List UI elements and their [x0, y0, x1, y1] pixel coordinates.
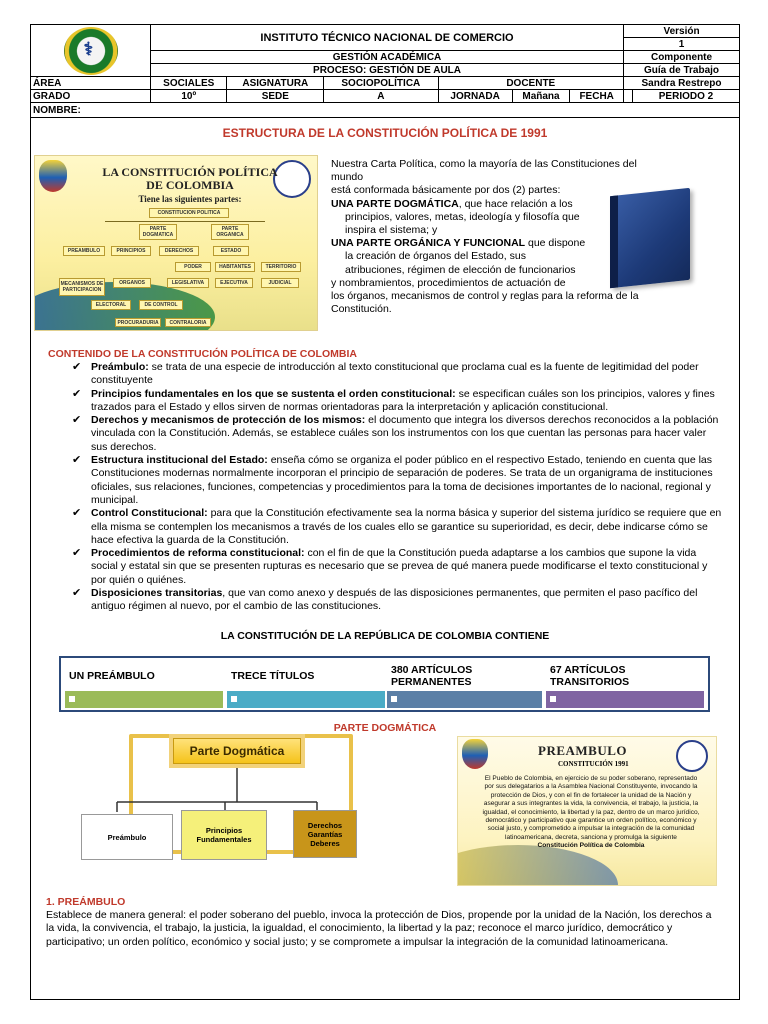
period-value: PERIODO 2 — [633, 90, 740, 103]
list-item — [72, 454, 722, 507]
list-item — [72, 361, 722, 388]
site-value: A — [324, 90, 438, 103]
version-value: 1 — [624, 38, 740, 51]
intro-line: la creación de órganos del Estado, sus — [345, 250, 526, 263]
item-text: , que van como anexo y después de las disposiciones permanentes, que permiten el paso pacífico del antiguo régimen al nuevo, por el cambio de las constituciones. — [91, 587, 698, 613]
preamble-image-text — [480, 775, 702, 851]
item-title: Principios fundamentales en los que se sustenta el orden constitucional: — [91, 387, 456, 400]
organic-part-bold: UNA PARTE ORGÁNICA Y FUNCIONAL — [331, 237, 526, 250]
node-judicial: JUDICIAL — [261, 278, 299, 288]
item-text: se especifican cuáles son los principios, valores y fines trazados para el Estado y ellos sirven de normas orientadoras para la interpretación y aplicación constitucional. — [91, 387, 715, 413]
node-electoral: ELECTORAL — [91, 300, 131, 310]
node-poder: PODER — [175, 262, 211, 272]
constitution-diagram — [34, 155, 318, 331]
dogmatic-title-box: Parte Dogmática — [173, 738, 301, 764]
contains-label: UN PREÁMBULO — [69, 670, 155, 682]
colombia-emblem-icon — [39, 160, 67, 192]
node-root: CONSTITUCION POLITICA — [149, 208, 229, 218]
contains-bar — [387, 691, 542, 708]
item-title: Control Constitucional: — [91, 507, 208, 520]
check-icon: ✔ — [72, 454, 82, 467]
contains-label: 67 ARTÍCULOS TRANSITORIOS — [550, 664, 630, 688]
node-territorio: TERRITORIO — [261, 262, 301, 272]
dogmatic-part-bold: UNA PARTE DOGMÁTICA — [331, 197, 459, 210]
document-title: ESTRUCTURA DE LA CONSTITUCIÓN POLÍTICA DE 1991 — [222, 126, 548, 140]
node-control: DE CONTROL — [139, 300, 183, 310]
check-icon: ✔ — [72, 547, 82, 560]
item-title: Procedimientos de reforma constitucional: — [91, 547, 305, 560]
component-label: Componente — [624, 51, 740, 64]
subject-label: ASIGNATURA — [227, 77, 324, 90]
date-label: FECHA — [570, 90, 624, 103]
item-title: Disposiciones transitorias — [91, 587, 223, 600]
item-text: para que la Constitución efectivamente sea la norma básica y superior del sistema jurídico se requiere que en ella misma se contemplen los mecanismos a través de los cuales ello se garantice su superioridad, es decir, debe indicarse cómo se hace efectiva la guarda de la Constitución. — [91, 507, 722, 546]
content-list — [72, 361, 722, 614]
version-label: Versión — [624, 25, 740, 38]
bullet-icon — [231, 696, 237, 702]
node-part2: PARTE ORGANICA — [211, 224, 249, 240]
intro-line: , que hace relación a los — [458, 197, 573, 210]
preamble-image — [457, 736, 717, 886]
preamble-body: El Pueblo de Colombia, en ejercicio de su poder soberano, representado por sus delegatarios a la Asamblea Nacional Constituyente, invocando la protección de Dios, y con el fin de fortalecer la unidad de la Nación y asegurar a sus integrantes la vida, la convivencia, el trabajo, la justicia, la igualdad, el conocimiento, la libertad y la paz, dentro de un marco jurídico, democrático y participativo que garantice un orden político, económico y social justo, y comprometido a impulsar la integración de la comunidad latinoamericana, decreta, sanciona y promulga la siguiente — [482, 775, 700, 841]
node-part1: PARTE DOGMATICA — [139, 224, 177, 240]
node-mecanismos: MECANISMOS DE PARTICIPACION — [59, 278, 105, 296]
contains-bar — [65, 691, 223, 708]
intro-line: atribuciones, régimen de elección de funcionarios — [345, 263, 576, 276]
preambulo-box: Preámbulo — [81, 814, 173, 860]
diagram-subtitle: Tiene las siguientes partes: — [138, 194, 242, 204]
preamble-heading: 1. PREÁMBULO — [46, 896, 126, 908]
preamble-image-title: PREAMBULO — [538, 743, 627, 758]
intro-line: y nombramientos, procedimientos de actuación de — [331, 276, 566, 289]
subject-value: SOCIOPOLÍTICA — [324, 77, 438, 90]
item-text: se trata de una especie de introducción al texto constitucional que proclama cual es la fuente de legitimidad del poder constituyente — [91, 361, 699, 387]
rights-box: Derechos Garantías Deberes — [293, 810, 357, 858]
name-label: NOMBRE: — [33, 104, 81, 116]
intro-line: inspira el sistema; y — [345, 224, 438, 237]
list-item — [72, 507, 722, 547]
shift-label: JORNADA — [438, 90, 512, 103]
management-label: GESTIÓN ACADÉMICA — [151, 51, 624, 64]
teacher-label: DOCENTE — [438, 77, 624, 90]
constitution-book-image — [610, 188, 690, 288]
node-estado: ESTADO — [213, 246, 249, 256]
item-text: enseña cómo se organiza el poder público en el respectivo Estado, teniendo en cuenta que las Constituciones modernas normalmente incorporan el principio de separación de poderes. Se trata de un organigrama de instituciones oficiales, sus relaciones, funciones, competencias y procedimientos para la toma de decisiones importantes de lo nacional, regional y municipal. — [91, 454, 713, 506]
preamble-paragraph: Establece de manera general: el poder soberano del pueblo, invoca la protección de Dios, propende por la unidad de la Nación, los derechos a la vida, la convivencia, el trabajo, la justicia, la igualdad, el conocimiento, la libertad y la paz; reconoce el marco jurídico, democrático y participativo; un orden político, económico y social justo; y se compromete a impulsar la integración de la comunidad latinoamericana. — [46, 909, 712, 948]
grade-value: 10º — [151, 90, 227, 103]
dogmatic-heading: PARTE DOGMÁTICA — [333, 722, 437, 734]
intro-line: que dispone — [525, 237, 586, 250]
list-item — [72, 587, 722, 614]
preamble-footer: Constitución Política de Colombia — [537, 842, 645, 850]
node-preambulo: PREAMBULO — [63, 246, 105, 256]
list-item — [72, 388, 722, 415]
item-text: el documento que integra los diversos derechos reconocidos a la población vinculada con la Constitución. Además, se establece cuáles son los instrumentos con los que cuentan las personas para hacer valer sus derechos. — [91, 414, 719, 453]
colombia-emblem-icon — [462, 739, 488, 769]
node-ejecutiva: EJECUTIVA — [215, 278, 253, 288]
node-organos: ORGANOS — [113, 278, 151, 288]
intro-line: Nuestra Carta Política, como la mayoría de las Constituciones del mundo — [331, 158, 637, 184]
decorative-wave — [457, 845, 618, 886]
intro-line: principios, valores, metas, ideología y filosofía que — [345, 210, 580, 223]
node-procuraduria: PROCURADURIA — [115, 318, 161, 327]
contains-label: TRECE TÍTULOS — [231, 670, 315, 682]
list-item — [72, 547, 722, 587]
intro-line: los órganos, mecanismos de control y reglas para la reforma de la — [331, 290, 639, 303]
dogmatic-diagram — [77, 736, 357, 886]
contains-bar — [546, 691, 704, 708]
site-label: SEDE — [227, 90, 324, 103]
bullet-icon — [69, 696, 75, 702]
list-item — [72, 414, 722, 454]
bullet-icon — [550, 696, 556, 702]
preamble-image-year: CONSTITUCIÓN 1991 — [558, 760, 629, 768]
connector — [105, 221, 265, 222]
node-principios: PRINCIPIOS — [111, 246, 151, 256]
check-icon: ✔ — [72, 507, 82, 520]
bullet-icon — [391, 696, 397, 702]
contains-heading: LA CONSTITUCIÓN DE LA REPÚBLICA DE COLOMBIA CONTIENE — [220, 630, 550, 642]
diagram-title: LA CONSTITUCIÓN POLÍTICA DE COLOMBIA — [102, 165, 278, 192]
intro-line: Constitución. — [331, 303, 392, 316]
header-table — [30, 24, 740, 118]
teacher-value: Sandra Restrepo — [624, 77, 740, 90]
item-text: con el fin de que la Constitución pueda adaptarse a los cambios que supone la vida social y estatal sin que se presenten rupturas es necesario que se prevea de qué manera puede modificarse el texto constitucional y por quién o quiénes. — [91, 547, 708, 586]
component-value: Guía de Trabajo — [624, 64, 740, 77]
area-label: ÁREA — [31, 77, 151, 90]
contains-bar — [227, 691, 385, 708]
check-icon: ✔ — [72, 387, 82, 400]
node-habitantes: HABITANTES — [215, 262, 255, 272]
school-shield-icon: ⚕ — [64, 27, 118, 75]
item-title: Estructura institucional del Estado: — [91, 454, 268, 467]
principles-box: Principios Fundamentales — [181, 810, 267, 860]
grade-label: GRADO — [31, 90, 151, 103]
check-icon: ✔ — [72, 361, 82, 373]
node-legislativa: LEGISLATIVA — [167, 278, 209, 288]
check-icon: ✔ — [72, 414, 82, 427]
content-heading: CONTENIDO DE LA CONSTITUCIÓN POLÍTICA DE COLOMBIA — [48, 348, 357, 360]
item-title: Preámbulo: — [91, 361, 149, 373]
contains-label: 380 ARTÍCULOS PERMANENTES — [391, 664, 473, 688]
date-value[interactable] — [624, 90, 633, 103]
intro-line: está conformada básicamente por dos (2) partes: — [331, 184, 561, 197]
area-value: SOCIALES — [151, 77, 227, 90]
item-title: Derechos y mecanismos de protección de los mismos: — [91, 414, 366, 427]
school-logo — [31, 25, 151, 77]
node-contraloria: CONTRALORIA — [165, 318, 211, 327]
contains-band — [59, 656, 710, 712]
check-icon: ✔ — [72, 587, 82, 600]
node-derechos: DERECHOS — [159, 246, 199, 256]
institution-name: INSTITUTO TÉCNICO NACIONAL DE COMERCIO — [151, 25, 624, 51]
shift-value: Mañana — [512, 90, 570, 103]
process-label: PROCESO: GESTIÓN DE AULA — [151, 64, 624, 77]
name-field[interactable] — [31, 103, 740, 118]
seal-icon — [676, 740, 708, 772]
